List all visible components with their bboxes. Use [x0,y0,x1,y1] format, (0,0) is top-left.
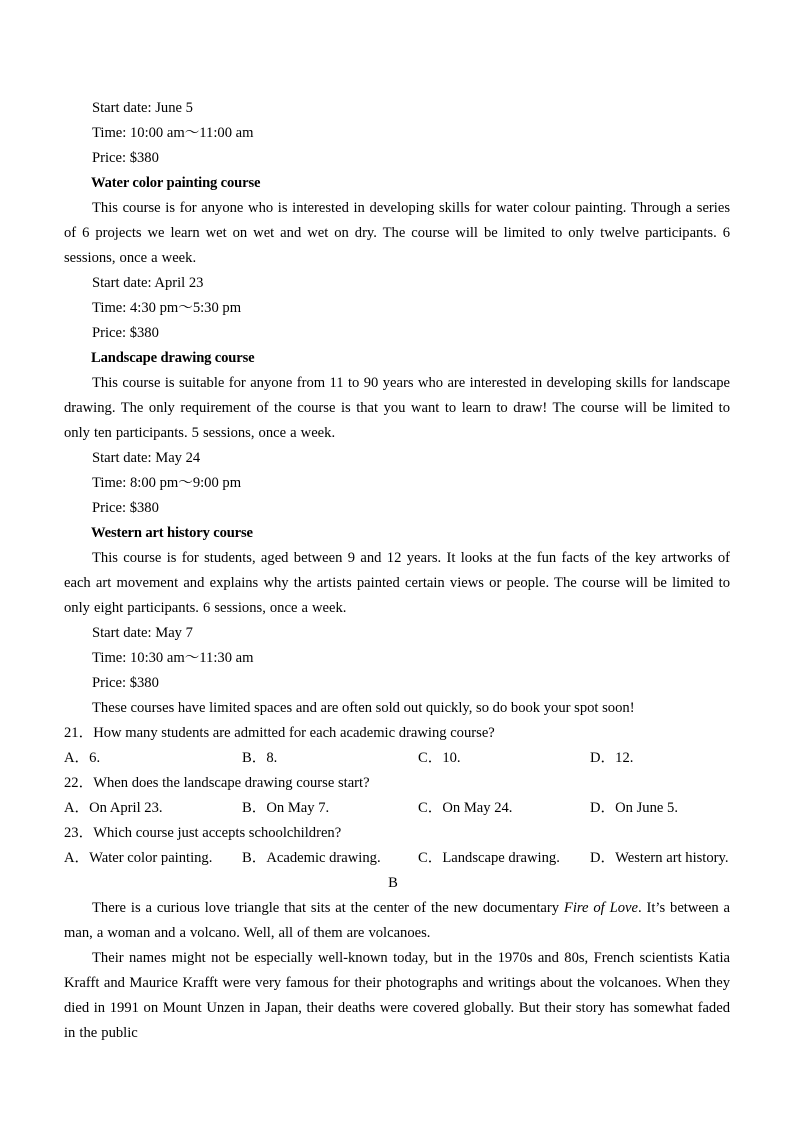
option-label: C． [418,750,443,766]
academic-drawing-time: Time: 10:00 am～11:00 am [92,125,254,141]
question-22-option-b[interactable] [242,796,329,821]
question-22-option-d[interactable] [590,796,678,821]
section-label-b: B [388,875,398,891]
section-b-paragraph-2: Their names might not be especially well-known today, but in the 1970s and 80s, French scientists Katia Krafft and Maurice Krafft were very famous for their photographs and writings about the volcanoes. When they died in 1991 on Mount Unzen in Japan, their deaths were covered globally. But their story has somewhat faded in the public [64,950,730,1041]
question-21 [64,721,730,746]
question-21-number: 21． [64,725,94,741]
option-label: D． [590,750,616,766]
question-21-text: How many students are admitted for each academic drawing course? [93,725,495,741]
course-closing-note: These courses have limited spaces and are often sold out quickly, so do book your spot soon! [92,700,635,716]
option-label: C． [418,800,443,816]
question-22-options [64,796,730,821]
option-text: On June 5. [615,800,678,816]
question-23-number: 23． [64,825,94,841]
option-text: 6. [89,750,101,766]
question-23 [64,821,730,846]
question-23-option-a[interactable] [64,846,212,871]
question-23-option-b[interactable] [242,846,381,871]
option-text: 10. [442,750,461,766]
option-label: D． [590,800,616,816]
course-price-western-art-history: Price: $380 [92,675,159,691]
question-23-option-c[interactable] [418,846,560,871]
paragraph-1-text-before-title: There is a curious love triangle that sits at the center of the new documentary [92,900,564,916]
question-22-option-a[interactable] [64,796,163,821]
section-b-paragraph-1 [64,896,730,946]
option-text: On April 23. [89,800,163,816]
course-time-water-color-painting: Time: 4:30 pm～5:30 pm [92,300,242,316]
option-label: C． [418,850,443,866]
option-label: A． [64,850,90,866]
course-heading-water-color-painting: Water color painting course [91,175,261,191]
question-22-option-c[interactable] [418,796,512,821]
course-price-water-color-painting: Price: $380 [92,325,159,341]
question-21-option-c[interactable] [418,746,461,771]
option-label: B． [242,800,267,816]
question-22-text: When does the landscape drawing course start? [93,775,370,791]
course-start-date-western-art-history: Start date: May 7 [92,625,193,641]
course-heading-western-art-history: Western art history course [91,525,253,541]
option-text: Western art history. [615,850,729,866]
question-22 [64,771,730,796]
course-time-western-art-history: Time: 10:30 am～11:30 am [92,650,254,666]
course-price-landscape-drawing: Price: $380 [92,500,159,516]
option-text: Landscape drawing. [442,850,560,866]
course-time-landscape-drawing: Time: 8:00 pm～9:00 pm [92,475,242,491]
question-21-option-a[interactable] [64,746,100,771]
option-label: A． [64,800,90,816]
option-label: A． [64,750,90,766]
option-text: Academic drawing. [266,850,381,866]
question-21-options [64,746,730,771]
course-start-date-landscape-drawing: Start date: May 24 [92,450,201,466]
option-text: On May 7. [266,800,330,816]
paragraph-1-text-after-title: . It’s between a man, a woman and a volcano. Well, all of them are volcanoes. [64,900,730,941]
course-start-date-water-color-painting: Start date: April 23 [92,275,204,291]
option-text: 8. [266,750,278,766]
option-label: B． [242,750,267,766]
question-23-options [64,846,730,871]
course-description-landscape-drawing: This course is suitable for anyone from 11 to 90 years who are interested in developing skills for landscape drawing. The only requirement of the course is that you want to learn to draw! The course will be limited to only ten participants. 5 sessions, once a week. [64,375,730,441]
documentary-title: Fire of Love [563,900,638,916]
option-text: Water color painting. [89,850,213,866]
academic-drawing-start-date: Start date: June 5 [92,100,193,116]
question-23-option-d[interactable] [590,846,729,871]
question-21-option-b[interactable] [242,746,277,771]
course-description-water-color-painting: This course is for anyone who is interested in developing skills for water colour painting. Through a series of 6 projects we learn wet on wet and wet on dry. The course will be limited to only twelve participants. 6 sessions, once a week. [64,200,730,266]
academic-drawing-price: Price: $380 [92,150,159,166]
course-description-western-art-history: This course is for students, aged between 9 and 12 years. It looks at the fun facts of the key artworks of each art movement and explains why the artists painted certain views or people. The course will be limited to only eight participants. 6 sessions, once a week. [64,550,730,616]
option-text: 12. [615,750,634,766]
page-content [64,96,730,1046]
option-label: D． [590,850,616,866]
question-22-number: 22． [64,775,94,791]
option-text: On May 24. [442,800,513,816]
option-label: B． [242,850,267,866]
question-21-option-d[interactable] [590,746,633,771]
question-23-text: Which course just accepts schoolchildren? [93,825,342,841]
course-heading-landscape-drawing: Landscape drawing course [91,350,255,366]
